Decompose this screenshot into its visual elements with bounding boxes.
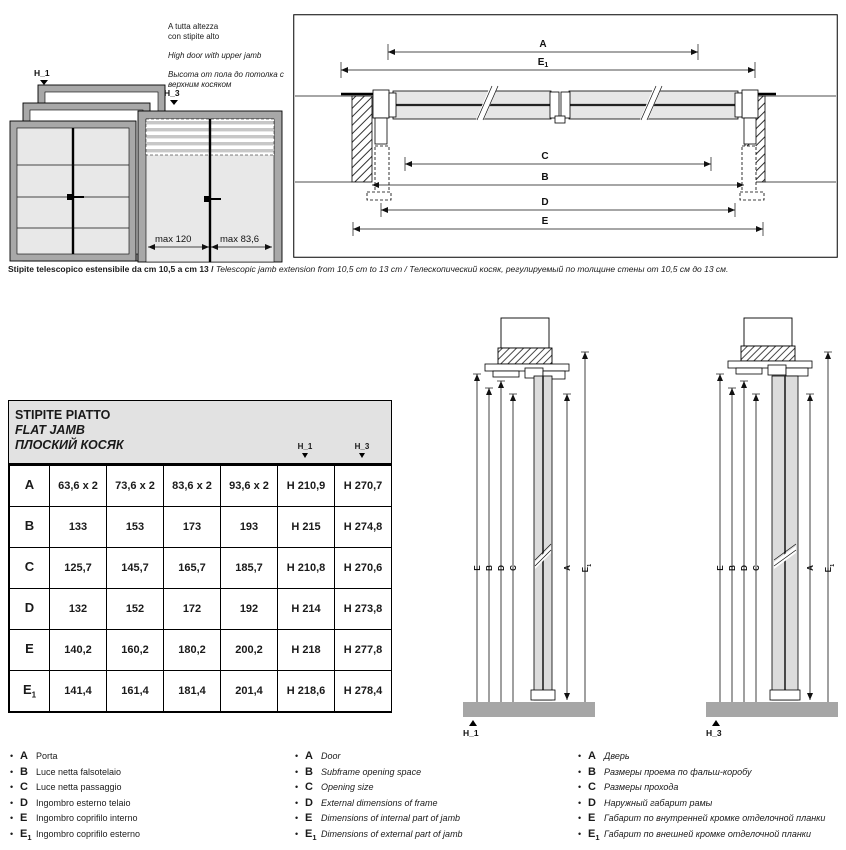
front-door: [10, 121, 136, 261]
bullet-icon: •: [10, 813, 14, 824]
h3-floor-marker: [706, 720, 722, 738]
cell: 133: [50, 507, 107, 548]
bullet-icon: •: [578, 766, 582, 777]
cell: 201,4: [221, 671, 278, 712]
bullet-icon: •: [10, 751, 14, 761]
legend-item: • B Размеры проема по фальш-коробу: [578, 765, 752, 778]
legend-item: • $E_1$ Ingombro coprifilo esterno: [10, 827, 141, 843]
cell: H 273,8: [335, 589, 392, 630]
legend-item: • E Ingombro coprifilo interno: [10, 812, 138, 825]
legend-item: • C Luce netta passaggio: [10, 781, 122, 794]
cell: 141,4: [50, 671, 107, 712]
lintel-hatch: [741, 346, 795, 361]
bullet-icon: •: [295, 797, 299, 808]
dim-d-label: D: [740, 565, 749, 571]
wall-hatch: [352, 96, 372, 182]
dim-b-label: B: [728, 565, 737, 571]
door-panel: [531, 376, 555, 700]
h1-marker: [34, 68, 50, 85]
cell: H 270,6: [335, 548, 392, 589]
row-label: E: [10, 630, 50, 671]
svg-text:C: [509, 565, 518, 571]
lintel-structure: [485, 318, 569, 379]
plan-section-diagram: [293, 14, 838, 258]
h3-label: H_3: [164, 88, 180, 98]
legend-item: • $E_1$ Dimensions of external part of jamb: [295, 827, 463, 843]
up-triangle-icon: [469, 720, 477, 726]
door-panels: [389, 84, 742, 123]
caption-italian: Stipite telescopico estensibile da cm 10,5 a cm 13: [8, 264, 209, 274]
svg-text:E: [716, 565, 725, 571]
dim-B: [372, 172, 744, 185]
floor-bar: [463, 702, 595, 717]
h3-marker: [164, 88, 180, 105]
dim-d-label: D: [541, 197, 549, 208]
bullet-icon: •: [578, 813, 582, 824]
bullet-icon: •: [10, 828, 14, 839]
title-italian-line2: con stipite alto: [168, 32, 220, 41]
dim-e1-label: E: [537, 57, 545, 68]
dim-b-label: B: [541, 172, 549, 183]
title-italian-line1: A tutta altezza: [168, 22, 219, 31]
bullet-icon: •: [578, 782, 582, 793]
legend-english: [295, 750, 570, 844]
cell: 63,6 x 2: [50, 466, 107, 507]
cell: 161,4: [107, 671, 164, 712]
cell: 173: [164, 507, 221, 548]
legend-item: • A Door: [295, 750, 341, 762]
cell: H 210,9: [278, 466, 335, 507]
dim-c-label: C: [541, 151, 549, 162]
dim-E: [353, 216, 763, 236]
legend-item: • B Luce netta falsotelaio: [10, 765, 122, 778]
cell: 140,2: [50, 630, 107, 671]
cell: H 218: [278, 630, 335, 671]
cell: H 277,8: [335, 630, 392, 671]
lintel-structure: [728, 318, 812, 376]
legend-item: • A Porta: [10, 750, 58, 762]
bullet-icon: •: [10, 782, 14, 793]
dim-a-label: A: [806, 565, 815, 571]
doors-elevation-illustration: [8, 58, 292, 264]
svg-text:A: [539, 39, 546, 50]
row-label: B: [10, 507, 50, 548]
svg-text:E1: $E_1$: [824, 563, 836, 573]
column-header-h3: H_3: [347, 442, 377, 458]
vertical-section-h3: [698, 310, 846, 738]
dim-c-label: C: [509, 565, 518, 571]
cell: 73,6 x 2: [107, 466, 164, 507]
dim-c-label: C: [752, 565, 761, 571]
h1-floor-marker: [463, 720, 479, 738]
cell: H 214: [278, 589, 335, 630]
cell: H 218,6: [278, 671, 335, 712]
legend-italian: [10, 750, 285, 844]
cell: 192: [221, 589, 278, 630]
bullet-icon: •: [578, 828, 582, 839]
bullet-icon: •: [295, 828, 299, 839]
door-panel: [770, 376, 800, 700]
cell: H 270,7: [335, 466, 392, 507]
down-triangle-icon: [40, 80, 48, 85]
table-row: [10, 671, 392, 712]
legend-item: • C Opening size: [295, 781, 374, 794]
caption-english-russian: Telescopic jamb extension from 10,5 cm to 13 cm / Телескопический косяк, регулируемый по толщине стены от 10,5 см до 13 см.: [215, 264, 729, 274]
table-row: [10, 466, 392, 507]
table-title-english: FLAT JAMB: [15, 423, 85, 437]
dim-a-label: A: [539, 39, 547, 50]
svg-text:B: [728, 565, 737, 571]
legend-item: • D External dimensions of frame: [295, 796, 438, 809]
row-label: $E_1$: [10, 671, 50, 712]
cell: 152: [107, 589, 164, 630]
table-row: [10, 548, 392, 589]
dim-e1-label: E: [824, 566, 833, 573]
dim-e-label: E: [541, 216, 549, 227]
svg-text:B: [541, 172, 548, 183]
vertical-section-h1: [455, 310, 605, 738]
bullet-icon: •: [578, 751, 582, 761]
table-title-russian: ПЛОСКИЙ КОСЯК: [15, 438, 124, 452]
dimension-table: [8, 400, 392, 713]
h1-label: H_1: [34, 68, 50, 78]
up-triangle-icon: [712, 720, 720, 726]
title-english: High door with upper jamb: [168, 51, 262, 60]
floor-bar: [706, 702, 838, 717]
svg-text:E1: $E_1$: [581, 563, 593, 573]
table-row: [10, 589, 392, 630]
svg-text:E: [542, 216, 549, 227]
bullet-icon: •: [578, 797, 582, 808]
dim-a-label: A: [563, 565, 572, 571]
cell: 153: [107, 507, 164, 548]
cell: H 215: [278, 507, 335, 548]
row-label: A: [10, 466, 50, 507]
h3-label: H_3: [706, 728, 722, 738]
cell: H 210,8: [278, 548, 335, 589]
bullet-icon: •: [10, 797, 14, 808]
cell: 200,2: [221, 630, 278, 671]
legend-item: • $E_1$ Габарит по внешней кромке отделочной планки: [578, 827, 812, 843]
cell: 181,4: [164, 671, 221, 712]
cell: 93,6 x 2: [221, 466, 278, 507]
bullet-icon: •: [10, 766, 14, 777]
cell: 172: [164, 589, 221, 630]
dim-C: [405, 151, 711, 171]
bullet-icon: •: [295, 813, 299, 824]
cell: H 278,4: [335, 671, 392, 712]
table-header: [9, 401, 391, 465]
cell: 160,2: [107, 630, 164, 671]
svg-text:A: [563, 565, 572, 571]
legend-item: • E Габарит по внутренней кромке отделочной планки: [578, 812, 826, 825]
max-left-label: max 120: [155, 234, 192, 245]
title-russian-line2: верхним косяком: [168, 80, 232, 89]
down-triangle-icon: [170, 100, 178, 105]
svg-text:C: [541, 151, 548, 162]
row-label: D: [10, 589, 50, 630]
legend-item: • C Размеры прохода: [578, 781, 679, 794]
caption-line: Stipite telescopico estensibile da cm 10,5 a cm 13 / Telescopic jamb extension from 10,5 cm to 13 cm / Телескопический косяк, регулируемый по толщине стены от 10,5 см до 13 см.: [8, 264, 729, 274]
svg-text:E1: $E_1$: [537, 57, 549, 69]
legend-russian: [578, 750, 846, 844]
dim-lines: [473, 352, 589, 702]
cell: 132: [50, 589, 107, 630]
bullet-icon: •: [295, 751, 299, 761]
svg-text:C: [752, 565, 761, 571]
dim-e-label: E: [716, 565, 725, 571]
cell: H 274,8: [335, 507, 392, 548]
svg-text:D: [541, 197, 548, 208]
h1-label: H_1: [463, 728, 479, 738]
table-row: [10, 630, 392, 671]
svg-text:B: [485, 565, 494, 571]
dim-E1: [341, 57, 755, 78]
cell: 185,7: [221, 548, 278, 589]
dim-e-label: E: [473, 565, 482, 571]
down-triangle-icon: [302, 453, 308, 458]
cell: 83,6 x 2: [164, 466, 221, 507]
dim-D: [381, 197, 735, 217]
svg-text:A: [806, 565, 815, 571]
wall-left: [295, 94, 381, 182]
title-russian-line1: Высота от пола до потолка с: [168, 70, 284, 79]
cell: 145,7: [107, 548, 164, 589]
cell: 165,7: [164, 548, 221, 589]
legend-item: • D Наружный габарит рамы: [578, 796, 713, 809]
svg-text:D: [740, 565, 749, 571]
cell: 193: [221, 507, 278, 548]
center-meeting-profile: [550, 92, 570, 123]
cell: 180,2: [164, 630, 221, 671]
legend-item: • B Subframe opening space: [295, 765, 422, 778]
legend-item: • E Dimensions of internal part of jamb: [295, 812, 461, 825]
table-title-italian: STIPITE PIATTO: [15, 408, 111, 422]
svg-text:D: [497, 565, 506, 571]
row-label: C: [10, 548, 50, 589]
legend-item: • A Дверь: [578, 750, 630, 762]
down-triangle-icon: [359, 453, 365, 458]
cell: 125,7: [50, 548, 107, 589]
svg-text:E: [473, 565, 482, 571]
tall-door-h3: [138, 111, 282, 262]
dim-d-label: D: [497, 565, 506, 571]
max-right-label: max 83,6: [220, 234, 260, 245]
table-row: [10, 507, 392, 548]
dim-e1-label: E: [581, 566, 590, 573]
column-header-h1: H_1: [290, 442, 320, 458]
bullet-icon: •: [295, 766, 299, 777]
rotated-dim-labels: [473, 564, 593, 572]
dim-b-label: B: [485, 565, 494, 571]
bullet-icon: •: [295, 782, 299, 793]
values-table: [9, 465, 392, 712]
legend-item: • D Ingombro esterno telaio: [10, 796, 131, 809]
lintel-hatch: [498, 348, 552, 364]
